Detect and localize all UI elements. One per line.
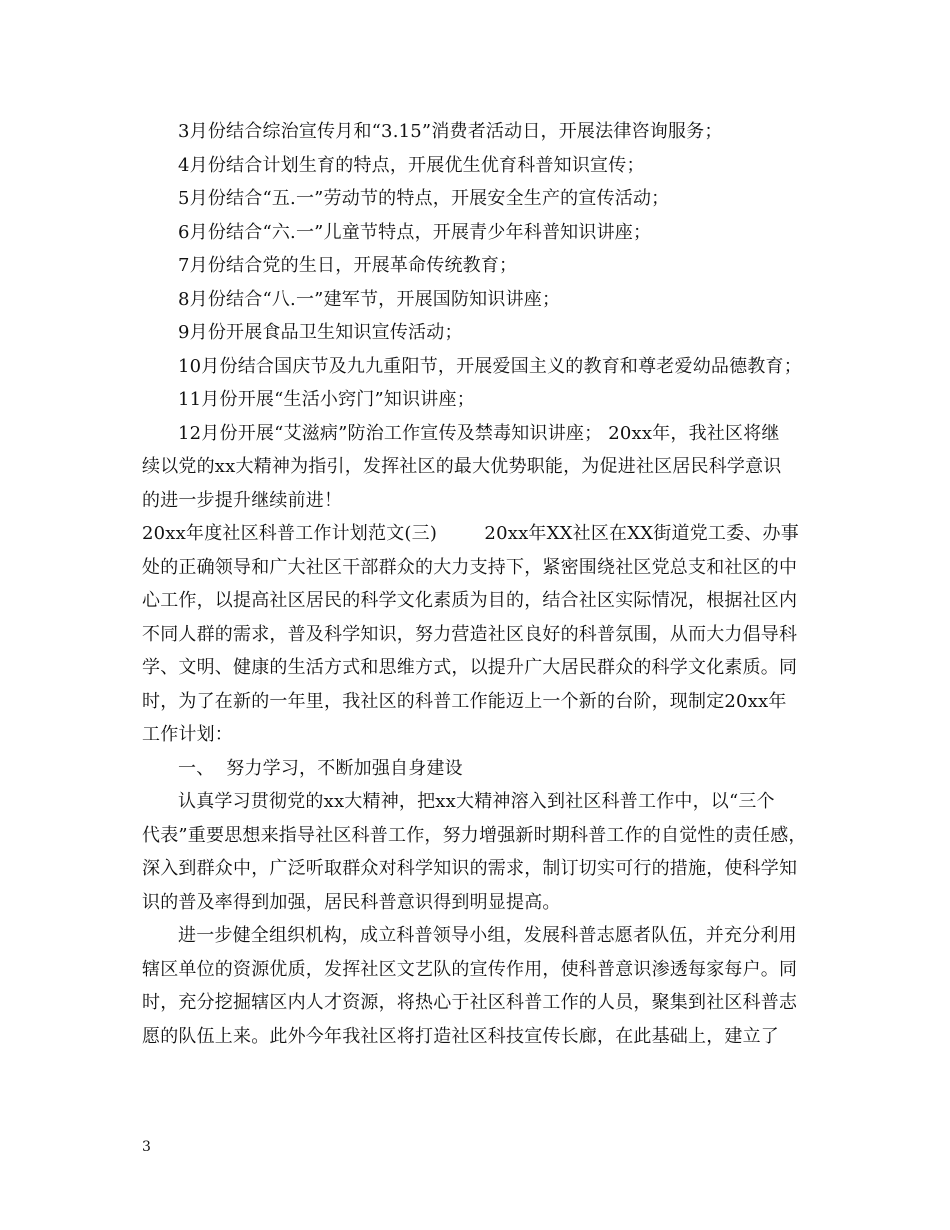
text-line: 处的正确领导和广大社区干部群众的大力支持下，紧密围绕社区党总支和社区的中 <box>142 556 798 578</box>
text-line: 认真学习贯彻党的xx大精神，把xx大精神溶入到社区科普工作中，以“三个 <box>178 791 775 812</box>
document-body <box>142 115 814 1053</box>
text-line: 12月份开展“艾滋病”防治工作宣传及禁毒知识讲座； 20xx年，我社区将继 <box>178 422 780 444</box>
text-line: 9月份开展食品卫生知识宣传活动； <box>178 322 463 343</box>
text-line: 3月份结合综治宣传月和“3.15”消费者活动日，开展法律咨询服务； <box>178 121 723 142</box>
text-line: 10月份结合国庆节及九九重阳节，开展爱国主义的教育和尊老爱幼品德教育； <box>178 355 802 377</box>
text-line: 进一步健全组织机构，成立科普领导小组，发展科普志愿者队伍，并充分利用 <box>178 925 797 946</box>
page-number: 3 <box>142 1139 151 1155</box>
text-line: 不同人群的需求，普及科学知识，努力营造社区良好的科普氛围，从而大力倡导科 <box>142 623 798 645</box>
text-line: 愿的队伍上来。此外今年我社区将打造社区科技宣传长廊，在此基础上，建立了 <box>142 1025 779 1047</box>
text-line: 4月份结合计划生育的特点，开展优生优育科普知识宣传； <box>178 154 645 176</box>
text-line: 工作计划： <box>142 724 233 745</box>
text-line: 代表”重要思想来指导社区科普工作，努力增强新时期科普工作的自觉性的责任感， <box>142 824 807 846</box>
text-line: 11月份开展“生活小窍门”知识讲座； <box>178 389 475 410</box>
text-line: 6月份结合“六.一”儿童节特点，开展青少年科普知识讲座； <box>178 221 652 243</box>
section-title-line: 20xx年度社区科普工作计划范文(三) 20xx年XX社区在XX街道党工委、办事 <box>142 523 799 544</box>
text-line: 8月份结合“八.一”建军节，开展国防知识讲座； <box>178 288 561 310</box>
text-line: 识的普及率得到加强，居民科普意识得到明显提高。 <box>142 891 561 913</box>
text-line: 的进一步提升继续前进！ <box>142 489 343 511</box>
text-line: 学、文明、健康的生活方式和思维方式，以提升广大居民群众的科学文化素质。同 <box>142 657 798 678</box>
text-line: 续以党的xx大精神为指引，发挥社区的最大优势职能，为促进社区居民科学意识 <box>142 456 782 477</box>
text-line: 时，为了在新的一年里，我社区的科普工作能迈上一个新的台阶，现制定20xx年 <box>142 690 787 712</box>
text-line: 时，充分挖掘辖区内人才资源，将热心于社区科普工作的人员，聚集到社区科普志 <box>142 992 798 1013</box>
text-line: 心工作，以提高社区居民的科学文化素质为目的，结合社区实际情况，根据社区内 <box>142 590 798 611</box>
section-heading: 一、 努力学习，不断加强自身建设 <box>178 757 463 779</box>
text-line: 辖区单位的资源优质，发挥社区文艺队的宣传作用，使科普意识渗透每家每户。同 <box>142 958 798 980</box>
text-line: 深入到群众中，广泛听取群众对科学知识的需求，制订切实可行的措施，使科学知 <box>142 858 798 879</box>
text-line: 7月份结合党的生日，开展革命传统教育； <box>178 255 518 276</box>
text-line: 5月份结合“五.一”劳动节的特点，开展安全生产的宣传活动； <box>178 188 670 209</box>
